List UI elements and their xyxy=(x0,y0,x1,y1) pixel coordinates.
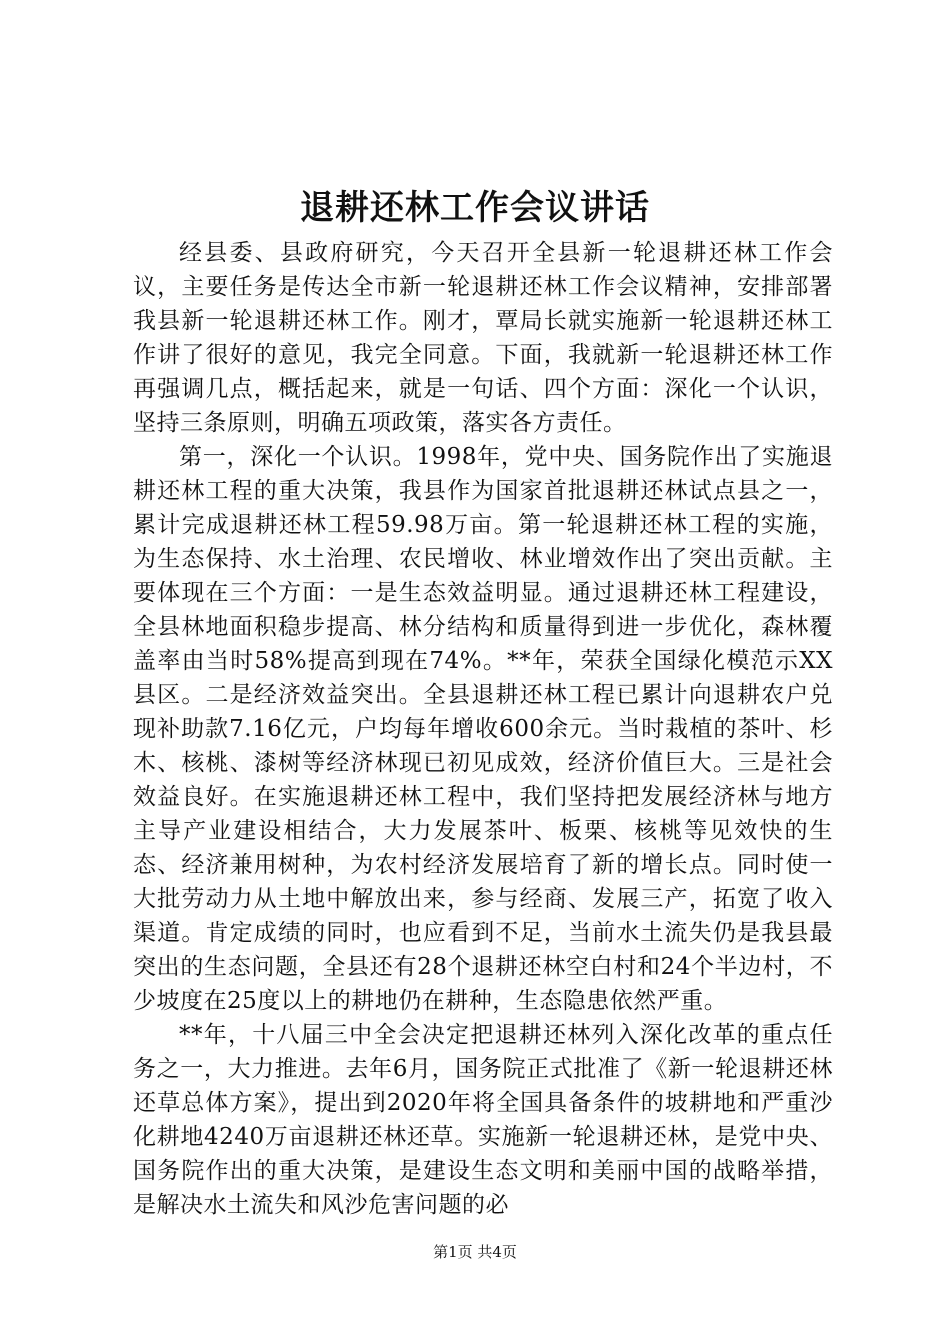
paragraph-reform: **年，十八届三中全会决定把退耕还林列入深化改革的重点任务之一，大力推进。去年6月，国务院正式批准了《新一轮退耕还林还草总体方案》，提出到2020年将全国具备条件的坡耕地和严重沙化耕地4240万亩退耕还林还草。实施新一轮退耕还林，是党中央、国务院作出的重大决策，是建设生态文明和美丽中国的战略举措，是解决水土流失和风沙危害问题的必 xyxy=(133,1022,833,1218)
paragraph-intro: 经县委、县政府研究，今天召开全县新一轮退耕还林工作会议，主要任务是传达全市新一轮退耕还林工作会议精神，安排部署我县新一轮退耕还林工作。刚才，覃局长就实施新一轮退耕还林工作讲了很好的意见，我完全同意。下面，我就新一轮退耕还林工作再强调几点，概括起来，就是一句话、四个方面：深化一个认识，坚持三条原则，明确五项政策，落实各方责任。 xyxy=(133,240,833,436)
document-title: 退耕还林工作会议讲话 xyxy=(300,188,650,228)
paragraph-first-point: 第一，深化一个认识。1998年，党中央、国务院作出了实施退耕还林工程的重大决策，我县作为国家首批退耕还林试点县之一，累计完成退耕还林工程59.98万亩。第一轮退耕还林工程的实施，为生态保持、水土治理、农民增收、林业增效作出了突出贡献。主要体现在三个方面：一是生态效益明显。通过退耕还林工程建设，全县林地面积稳步提高、林分结构和质量得到进一步优化，森林覆盖率由当时58%提高到现在74%。**年，荣获全国绿化模范示XX县区。二是经济效益突出。全县退耕还林工程已累计向退耕农户兑现补助款7.16亿元，户均每年增收600余元。当时栽植的茶叶、杉木、核桃、漆树等经济林现已初见成效，经济价值巨大。三是社会效益良好。在实施退耕还林工程中，我们坚持把发展经济林与地方主导产业建设相结合，大力发展茶叶、板栗、核桃等见效快的生态、经济兼用树种，为农村经济发展培育了新的增长点。同时使一大批劳动力从土地中解放出来，参与经商、发展三产，拓宽了收入渠道。肯定成绩的同时，也应看到不足，当前水土流失仍是我县最突出的生态问题，全县还有28个退耕还林空白村和24个半边村，不少坡度在25度以上的耕地仍在耕种，生态隐患依然严重。 xyxy=(133,444,833,1014)
document-body xyxy=(133,236,833,1222)
page-number-footer: 第1页 共4页 xyxy=(433,1243,517,1261)
